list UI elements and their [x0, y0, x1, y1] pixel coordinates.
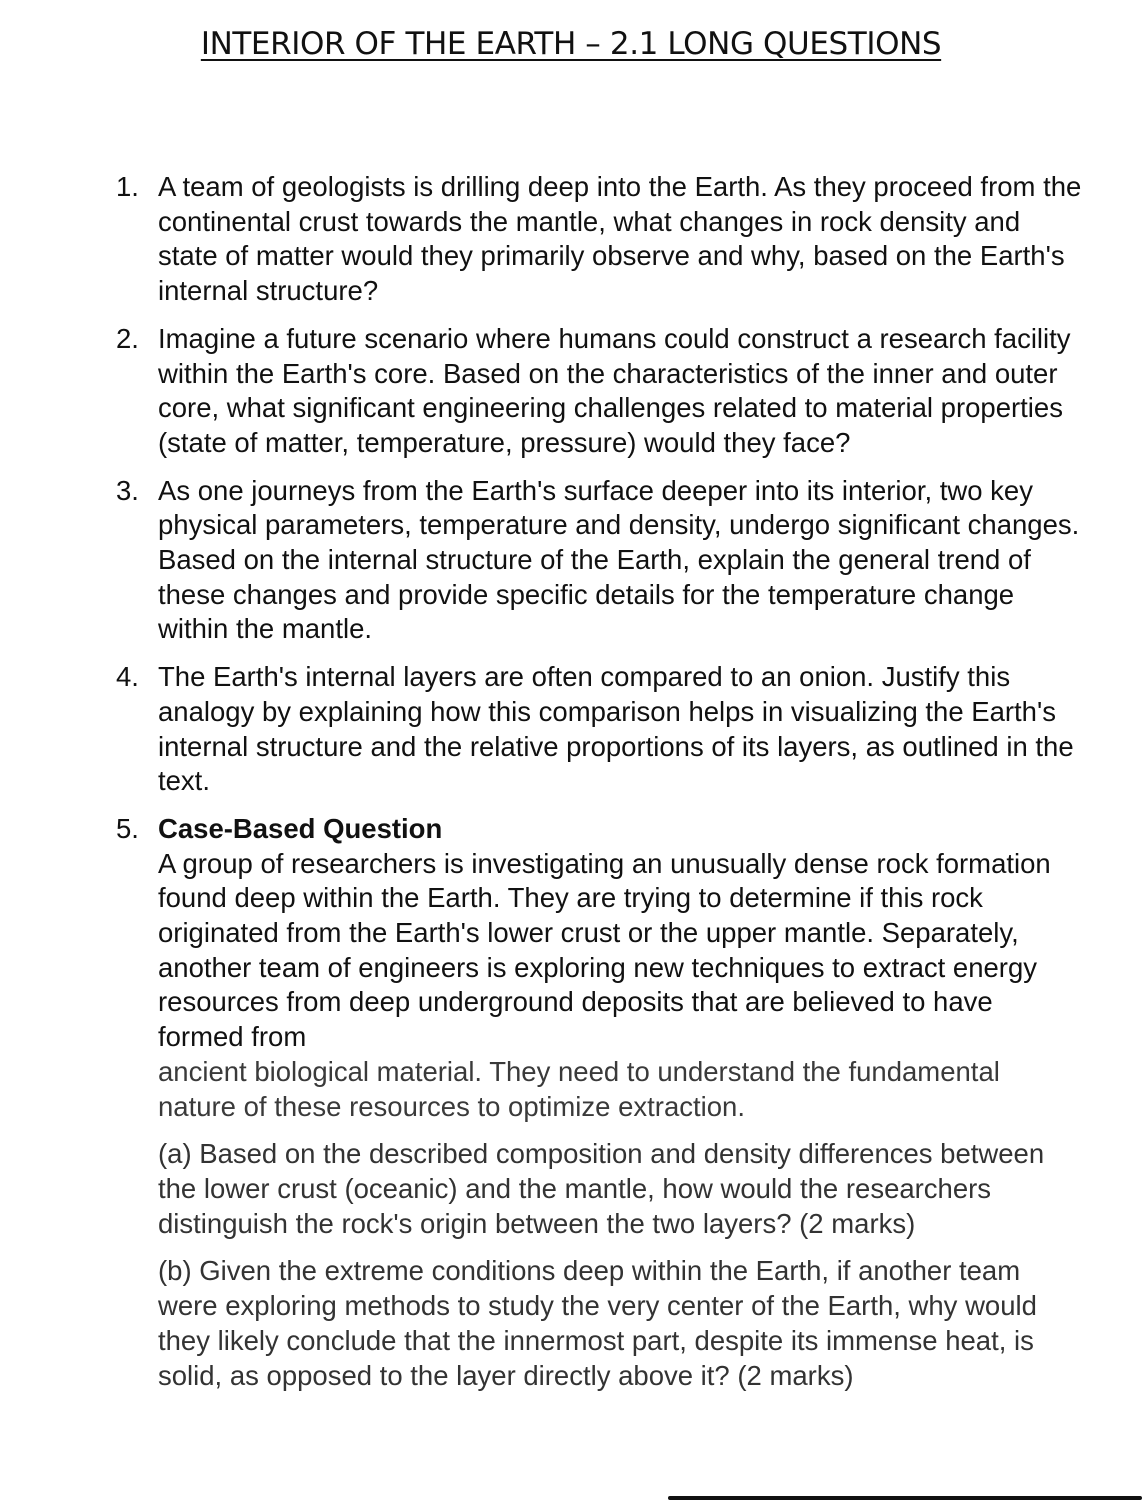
question-text: The Earth's internal layers are often compared to an onion. Justify this analogy by explaining how this comparison helps in visualizing the Earth's internal structure and the relative proportions of its layers, as outlined in the text. — [158, 661, 1074, 797]
case-heading: Case-Based Question — [158, 812, 443, 844]
question-text: A team of geologists is drilling deep into the Earth. As they proceed from the continental crust towards the mantle, what changes in rock density and state of matter would they primarily observe and why, based on the Earth's internal structure? — [158, 171, 1082, 307]
question-number: 3. — [116, 474, 139, 506]
case-part-a: (a) Based on the described composition and density differences between the lower crust (oceanic) and the mantle, how would the researchers distinguish the rock's origin between the two layers? (2 marks) — [158, 1138, 1045, 1239]
case-body-continued: ancient biological material. They need to understand the fundamental nature of these resources to optimize extraction. — [158, 1055, 1000, 1122]
question-list — [0, 170, 1142, 1406]
question-number: 1. — [116, 171, 139, 202]
question-number: 5. — [116, 812, 139, 844]
case-body: A group of researchers is investigating an unusually dense rock formation found deep within the Earth. They are trying to determine if this rock originated from the Earth's lower crust or the upper mantle. Separately, another team of engineers is exploring new techniques to extract energy resources from deep underground deposits that are believed to have formed from — [158, 847, 1051, 1053]
question-item-4 — [0, 660, 1142, 799]
question-item-3 — [0, 474, 1142, 648]
case-part-b: (b) Given the extreme conditions deep within the Earth, if another team were exploring methods to study the very center of the Earth, why would they likely conclude that the innermost part, despite its immense heat, is solid, as opposed to the layer directly above it? (2 marks) — [158, 1255, 1037, 1391]
page-title-text: INTERIOR OF THE EARTH – 2.1 LONG QUESTIONS — [200, 26, 942, 62]
question-item-2 — [0, 322, 1142, 461]
page-title — [0, 26, 1142, 62]
bottom-divider — [668, 1496, 1142, 1500]
question-number: 2. — [116, 322, 139, 354]
question-text: Imagine a future scenario where humans could construct a research facility within the Earth's core. Based on the characteristics of the inner and outer core, what significant engineering challenges related to material properties (state of matter, temperature, pressure) would they face? — [158, 322, 1071, 458]
question-text: As one journeys from the Earth's surface deeper into its interior, two key physical parameters, temperature and density, undergo significant changes. Based on the internal structure of the Earth, explain the general trend of these changes and provide specific details for the temperature change within the mantle. — [158, 474, 1080, 645]
question-number: 4. — [116, 661, 139, 693]
case-based-question — [0, 812, 1142, 1393]
question-item-1 — [0, 170, 1142, 309]
